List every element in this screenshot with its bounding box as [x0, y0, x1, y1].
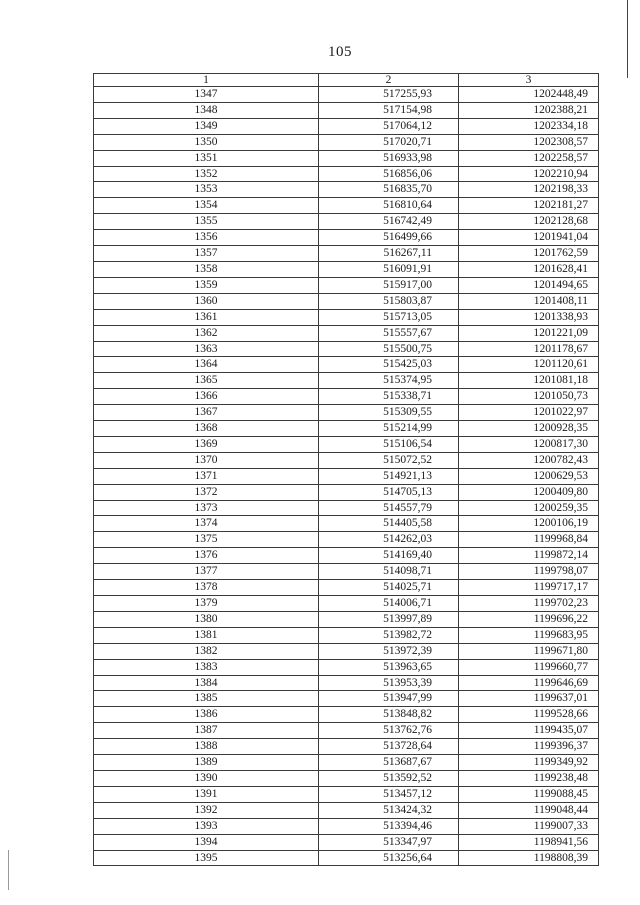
column-header-point: 1	[94, 74, 319, 87]
table-row	[94, 580, 599, 596]
point-number-cell: 1366	[94, 389, 319, 405]
table-header-row	[94, 74, 599, 87]
y-coordinate-cell: 1199396,37	[459, 739, 599, 755]
table-row	[94, 468, 599, 484]
x-coordinate-cell: 513762,76	[319, 723, 459, 739]
point-number-cell: 1392	[94, 802, 319, 818]
page-number: 105	[328, 44, 352, 60]
y-coordinate-cell: 1199088,45	[459, 786, 599, 802]
x-coordinate-cell: 514006,71	[319, 596, 459, 612]
table-row	[94, 277, 599, 293]
point-number-cell: 1385	[94, 691, 319, 707]
y-coordinate-cell: 1201120,61	[459, 357, 599, 373]
point-number-cell: 1365	[94, 373, 319, 389]
table-row	[94, 500, 599, 516]
point-number-cell: 1373	[94, 500, 319, 516]
x-coordinate-cell: 513972,39	[319, 643, 459, 659]
x-coordinate-cell: 515338,71	[319, 389, 459, 405]
table-row	[94, 182, 599, 198]
table-row	[94, 341, 599, 357]
point-number-cell: 1390	[94, 770, 319, 786]
table-row	[94, 627, 599, 643]
y-coordinate-cell: 1199798,07	[459, 564, 599, 580]
point-number-cell: 1384	[94, 675, 319, 691]
scan-mark	[8, 850, 9, 890]
y-coordinate-cell: 1201628,41	[459, 261, 599, 277]
point-number-cell: 1377	[94, 564, 319, 580]
table-row	[94, 532, 599, 548]
point-number-cell: 1360	[94, 293, 319, 309]
x-coordinate-cell: 514705,13	[319, 484, 459, 500]
x-coordinate-cell: 514405,58	[319, 516, 459, 532]
table-row	[94, 596, 599, 612]
y-coordinate-cell: 1199968,84	[459, 532, 599, 548]
x-coordinate-cell: 516835,70	[319, 182, 459, 198]
x-coordinate-cell: 513982,72	[319, 627, 459, 643]
y-coordinate-cell: 1201494,65	[459, 277, 599, 293]
table-row	[94, 484, 599, 500]
x-coordinate-cell: 513687,67	[319, 755, 459, 771]
y-coordinate-cell: 1199007,33	[459, 818, 599, 834]
x-coordinate-cell: 515106,54	[319, 436, 459, 452]
point-number-cell: 1376	[94, 548, 319, 564]
x-coordinate-cell: 517020,71	[319, 134, 459, 150]
table-row	[94, 166, 599, 182]
table-row	[94, 850, 599, 866]
y-coordinate-cell: 1200928,35	[459, 421, 599, 437]
y-coordinate-cell: 1202388,21	[459, 102, 599, 118]
x-coordinate-cell: 516742,49	[319, 214, 459, 230]
x-coordinate-cell: 515713,05	[319, 309, 459, 325]
table-row	[94, 802, 599, 818]
table-row	[94, 723, 599, 739]
point-number-cell: 1361	[94, 309, 319, 325]
point-number-cell: 1391	[94, 786, 319, 802]
table-row	[94, 643, 599, 659]
y-coordinate-cell: 1202128,68	[459, 214, 599, 230]
y-coordinate-cell: 1199702,23	[459, 596, 599, 612]
point-number-cell: 1356	[94, 230, 319, 246]
x-coordinate-cell: 514921,13	[319, 468, 459, 484]
table-row	[94, 707, 599, 723]
table-row	[94, 421, 599, 437]
point-number-cell: 1380	[94, 611, 319, 627]
x-coordinate-cell: 515309,55	[319, 405, 459, 421]
y-coordinate-cell: 1199696,22	[459, 611, 599, 627]
table-row	[94, 373, 599, 389]
y-coordinate-cell: 1201221,09	[459, 325, 599, 341]
table-row	[94, 230, 599, 246]
point-number-cell: 1362	[94, 325, 319, 341]
y-coordinate-cell: 1200782,43	[459, 452, 599, 468]
point-number-cell: 1381	[94, 627, 319, 643]
y-coordinate-cell: 1200106,19	[459, 516, 599, 532]
column-header-x: 2	[319, 74, 459, 87]
table-row	[94, 102, 599, 118]
table-row	[94, 548, 599, 564]
y-coordinate-cell: 1199238,48	[459, 770, 599, 786]
table-row	[94, 214, 599, 230]
point-number-cell: 1386	[94, 707, 319, 723]
x-coordinate-cell: 513592,52	[319, 770, 459, 786]
y-coordinate-cell: 1198808,39	[459, 850, 599, 866]
point-number-cell: 1371	[94, 468, 319, 484]
point-number-cell: 1354	[94, 198, 319, 214]
y-coordinate-cell: 1201178,67	[459, 341, 599, 357]
point-number-cell: 1355	[94, 214, 319, 230]
y-coordinate-cell: 1202181,27	[459, 198, 599, 214]
point-number-cell: 1375	[94, 532, 319, 548]
point-number-cell: 1393	[94, 818, 319, 834]
point-number-cell: 1370	[94, 452, 319, 468]
x-coordinate-cell: 516810,64	[319, 198, 459, 214]
x-coordinate-cell: 513848,82	[319, 707, 459, 723]
point-number-cell: 1357	[94, 246, 319, 262]
x-coordinate-cell: 516091,91	[319, 261, 459, 277]
x-coordinate-cell: 514262,03	[319, 532, 459, 548]
table-row	[94, 325, 599, 341]
point-number-cell: 1389	[94, 755, 319, 771]
table-row	[94, 516, 599, 532]
y-coordinate-cell: 1202258,57	[459, 150, 599, 166]
y-coordinate-cell: 1200817,30	[459, 436, 599, 452]
x-coordinate-cell: 515425,03	[319, 357, 459, 373]
column-header-y: 3	[459, 74, 599, 87]
point-number-cell: 1363	[94, 341, 319, 357]
point-number-cell: 1347	[94, 87, 319, 103]
table-row	[94, 134, 599, 150]
x-coordinate-cell: 513347,97	[319, 834, 459, 850]
table-row	[94, 261, 599, 277]
y-coordinate-cell: 1202308,57	[459, 134, 599, 150]
point-number-cell: 1374	[94, 516, 319, 532]
point-number-cell: 1383	[94, 659, 319, 675]
point-number-cell: 1378	[94, 580, 319, 596]
x-coordinate-cell: 513953,39	[319, 675, 459, 691]
table-row	[94, 691, 599, 707]
x-coordinate-cell: 514169,40	[319, 548, 459, 564]
x-coordinate-cell: 517255,93	[319, 87, 459, 103]
x-coordinate-cell: 513947,99	[319, 691, 459, 707]
y-coordinate-cell: 1199683,95	[459, 627, 599, 643]
table-row	[94, 739, 599, 755]
table-row	[94, 452, 599, 468]
x-coordinate-cell: 514098,71	[319, 564, 459, 580]
x-coordinate-cell: 514557,79	[319, 500, 459, 516]
point-number-cell: 1368	[94, 421, 319, 437]
x-coordinate-cell: 516933,98	[319, 150, 459, 166]
coordinates-table	[93, 73, 599, 866]
point-number-cell: 1367	[94, 405, 319, 421]
y-coordinate-cell: 1199660,77	[459, 659, 599, 675]
table-row	[94, 150, 599, 166]
x-coordinate-cell: 515803,87	[319, 293, 459, 309]
table-row	[94, 293, 599, 309]
point-number-cell: 1349	[94, 118, 319, 134]
x-coordinate-cell: 513256,64	[319, 850, 459, 866]
x-coordinate-cell: 516267,11	[319, 246, 459, 262]
y-coordinate-cell: 1201338,93	[459, 309, 599, 325]
y-coordinate-cell: 1202334,18	[459, 118, 599, 134]
y-coordinate-cell: 1201081,18	[459, 373, 599, 389]
point-number-cell: 1395	[94, 850, 319, 866]
table-row	[94, 755, 599, 771]
y-coordinate-cell: 1202210,94	[459, 166, 599, 182]
table-row	[94, 564, 599, 580]
point-number-cell: 1350	[94, 134, 319, 150]
point-number-cell: 1382	[94, 643, 319, 659]
x-coordinate-cell: 513963,65	[319, 659, 459, 675]
y-coordinate-cell: 1201941,04	[459, 230, 599, 246]
point-number-cell: 1348	[94, 102, 319, 118]
point-number-cell: 1351	[94, 150, 319, 166]
page-edge-line	[627, 0, 628, 78]
point-number-cell: 1379	[94, 596, 319, 612]
x-coordinate-cell: 515917,00	[319, 277, 459, 293]
y-coordinate-cell: 1201408,11	[459, 293, 599, 309]
table-row	[94, 118, 599, 134]
y-coordinate-cell: 1201050,73	[459, 389, 599, 405]
table-row	[94, 389, 599, 405]
y-coordinate-cell: 1199637,01	[459, 691, 599, 707]
x-coordinate-cell: 513728,64	[319, 739, 459, 755]
table-row	[94, 436, 599, 452]
y-coordinate-cell: 1199528,66	[459, 707, 599, 723]
table-row	[94, 87, 599, 103]
x-coordinate-cell: 515557,67	[319, 325, 459, 341]
y-coordinate-cell: 1199435,07	[459, 723, 599, 739]
table-row	[94, 770, 599, 786]
y-coordinate-cell: 1201762,59	[459, 246, 599, 262]
table-body	[94, 87, 599, 866]
x-coordinate-cell: 513424,32	[319, 802, 459, 818]
x-coordinate-cell: 517154,98	[319, 102, 459, 118]
y-coordinate-cell: 1199349,92	[459, 755, 599, 771]
x-coordinate-cell: 517064,12	[319, 118, 459, 134]
table-row	[94, 818, 599, 834]
point-number-cell: 1359	[94, 277, 319, 293]
point-number-cell: 1364	[94, 357, 319, 373]
y-coordinate-cell: 1198941,56	[459, 834, 599, 850]
table-row	[94, 659, 599, 675]
table-row	[94, 357, 599, 373]
table-row	[94, 309, 599, 325]
table-row	[94, 198, 599, 214]
x-coordinate-cell: 513394,46	[319, 818, 459, 834]
table-row	[94, 405, 599, 421]
x-coordinate-cell: 516499,66	[319, 230, 459, 246]
table-row	[94, 675, 599, 691]
point-number-cell: 1387	[94, 723, 319, 739]
y-coordinate-cell: 1201022,97	[459, 405, 599, 421]
point-number-cell: 1394	[94, 834, 319, 850]
table-row	[94, 786, 599, 802]
y-coordinate-cell: 1200629,53	[459, 468, 599, 484]
x-coordinate-cell: 515072,52	[319, 452, 459, 468]
point-number-cell: 1353	[94, 182, 319, 198]
table-row	[94, 611, 599, 627]
y-coordinate-cell: 1199872,14	[459, 548, 599, 564]
point-number-cell: 1372	[94, 484, 319, 500]
y-coordinate-cell: 1199048,44	[459, 802, 599, 818]
x-coordinate-cell: 515214,99	[319, 421, 459, 437]
y-coordinate-cell: 1199717,17	[459, 580, 599, 596]
y-coordinate-cell: 1199646,69	[459, 675, 599, 691]
y-coordinate-cell: 1202448,49	[459, 87, 599, 103]
x-coordinate-cell: 513457,12	[319, 786, 459, 802]
point-number-cell: 1388	[94, 739, 319, 755]
table-row	[94, 246, 599, 262]
point-number-cell: 1352	[94, 166, 319, 182]
x-coordinate-cell: 514025,71	[319, 580, 459, 596]
point-number-cell: 1358	[94, 261, 319, 277]
table-row	[94, 834, 599, 850]
x-coordinate-cell: 513997,89	[319, 611, 459, 627]
x-coordinate-cell: 515500,75	[319, 341, 459, 357]
x-coordinate-cell: 516856,06	[319, 166, 459, 182]
x-coordinate-cell: 515374,95	[319, 373, 459, 389]
y-coordinate-cell: 1200259,35	[459, 500, 599, 516]
y-coordinate-cell: 1202198,33	[459, 182, 599, 198]
y-coordinate-cell: 1199671,80	[459, 643, 599, 659]
point-number-cell: 1369	[94, 436, 319, 452]
y-coordinate-cell: 1200409,80	[459, 484, 599, 500]
